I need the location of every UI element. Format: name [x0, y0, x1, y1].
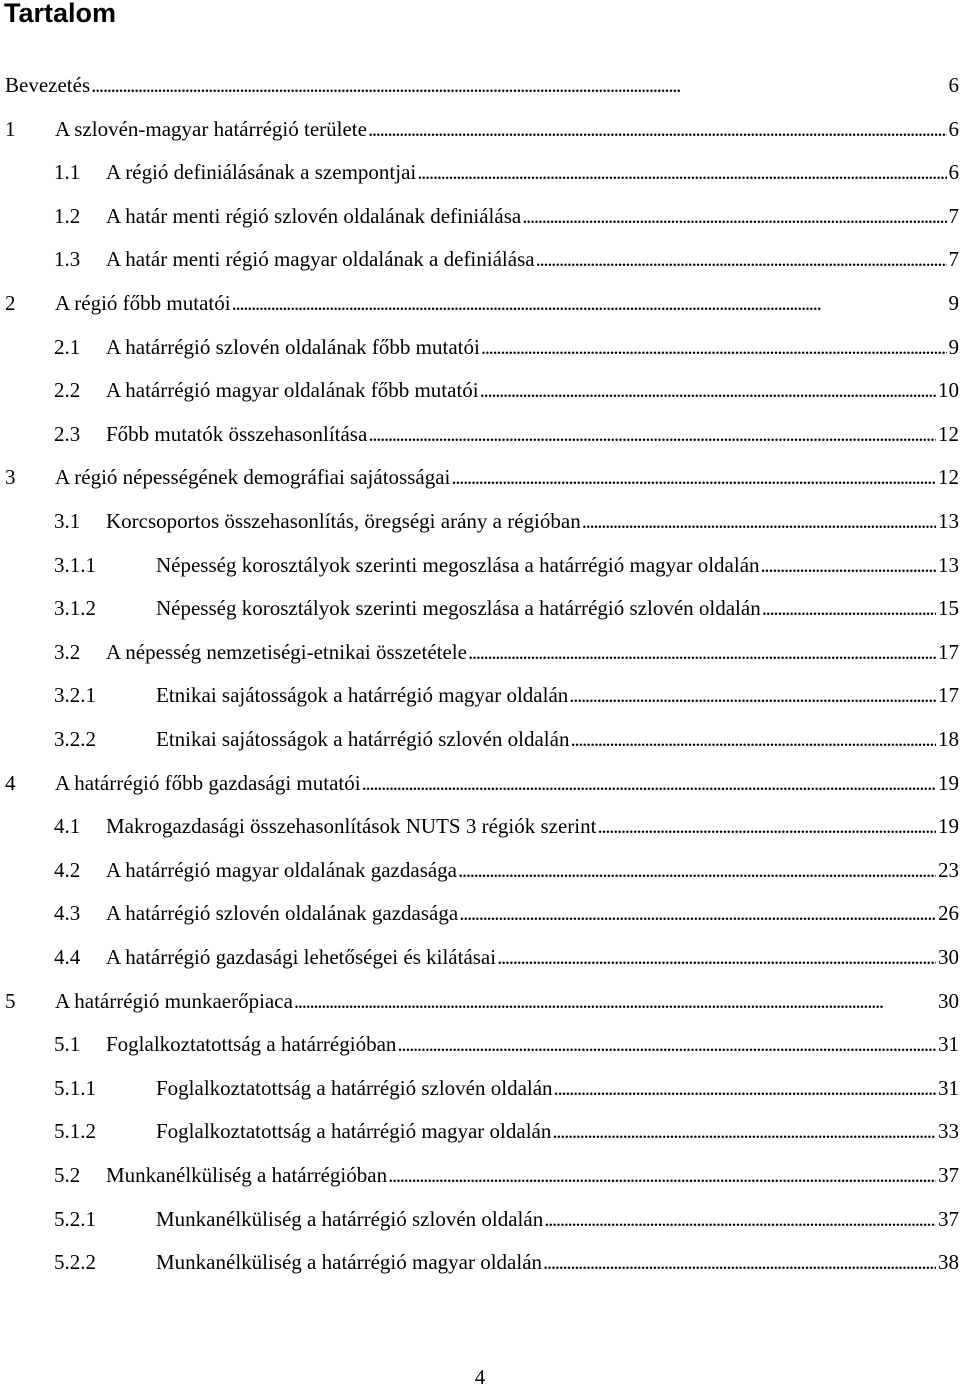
toc-entry-page: 17 [938, 683, 959, 707]
toc-entry-number: 4 [5, 771, 16, 795]
dot-leader [481, 332, 947, 362]
toc-entry-page: 30 [938, 945, 959, 969]
toc-entry[interactable] [0, 1073, 960, 1103]
toc-entry-page: 13 [938, 509, 959, 533]
toc-entry-label: Makrogazdasági összehasonlítások NUTS 3 régiók szerint [106, 814, 597, 838]
dot-leader [570, 724, 936, 754]
toc-entry[interactable] [0, 506, 960, 536]
toc-entry-page: 18 [938, 727, 959, 751]
toc-entry-label: A régió népességének demográfiai sajátosságai [55, 465, 451, 489]
toc-entry-label: Bevezetés [5, 73, 91, 97]
toc-entry-page: 37 [938, 1163, 959, 1187]
toc-entry-label: Népesség korosztályok szerinti megoszlása a határrégió magyar oldalán [156, 553, 760, 577]
toc-entry-page: 30 [938, 989, 959, 1013]
dot-leader [468, 637, 936, 667]
toc-entry-page: 26 [938, 901, 959, 925]
toc-entry-page: 31 [938, 1032, 959, 1056]
dot-leader [232, 288, 947, 318]
toc-entry-number: 5.1 [54, 1032, 81, 1056]
toc-entry-label: A határ menti régió szlovén oldalának definiálása [106, 204, 522, 228]
dot-leader [497, 942, 936, 972]
dot-leader [582, 506, 936, 536]
toc-entry-label: A határrégió magyar oldalának főbb mutatói [106, 378, 479, 402]
toc-entry[interactable] [0, 898, 960, 928]
toc-entry-label: Foglalkoztatottság a határrégióban [106, 1032, 397, 1056]
toc-entry-page: 6 [948, 73, 959, 97]
dot-leader [459, 898, 936, 928]
dot-leader [569, 680, 936, 710]
toc-entry-number: 5.2.2 [54, 1250, 96, 1274]
toc-entry-label: A szlovén-magyar határrégió területe [55, 117, 367, 141]
dot-leader [388, 1160, 936, 1190]
toc-entry[interactable] [0, 942, 960, 972]
toc-entry-page: 19 [938, 814, 959, 838]
dot-leader [294, 986, 936, 1016]
dot-leader [761, 550, 936, 580]
toc-entry[interactable] [0, 811, 960, 841]
toc-entry-label: Főbb mutatók összehasonlítása [106, 422, 368, 446]
toc-entry-number: 1.1 [54, 160, 81, 184]
dot-leader [544, 1204, 936, 1234]
toc-entry[interactable] [0, 157, 960, 187]
toc-entry-label: A határrégió magyar oldalának gazdasága [106, 858, 458, 882]
toc-entry-label: Munkanélküliség a határrégió magyar oldalán [156, 1250, 543, 1274]
toc-entry-number: 5 [5, 989, 16, 1013]
toc-entry-label: A határ menti régió magyar oldalának a definiálása [106, 247, 535, 271]
toc-entry-label: Korcsoportos összehasonlítás, öregségi arány a régióban [106, 509, 581, 533]
toc-entry-label: A határrégió munkaerőpiaca [55, 989, 293, 1013]
toc-entry-page: 33 [938, 1119, 959, 1143]
toc-entry-number: 1 [5, 117, 16, 141]
toc-entry-page: 9 [948, 291, 959, 315]
toc-entry-page: 15 [938, 596, 959, 620]
toc-entry-page: 17 [938, 640, 959, 664]
dot-leader [458, 855, 936, 885]
toc-entry-number: 4.2 [54, 858, 81, 882]
dot-leader [368, 419, 936, 449]
toc-entry-number: 2.3 [54, 422, 81, 446]
toc-entry-number: 2 [5, 291, 16, 315]
toc-entry-label: A határrégió szlovén oldalának gazdasága [106, 901, 459, 925]
dot-leader [480, 375, 936, 405]
toc-entry-number: 4.1 [54, 814, 81, 838]
toc-entry-label: A régió definiálásának a szempontjai [106, 160, 417, 184]
toc-entry[interactable] [0, 1116, 960, 1146]
page-number: 4 [474, 1365, 486, 1389]
toc-entry[interactable] [0, 593, 960, 623]
dot-leader [522, 201, 946, 231]
toc-entry-number: 5.1.2 [54, 1119, 96, 1143]
toc-entry-label: A határrégió főbb gazdasági mutatói [55, 771, 361, 795]
dot-leader [368, 114, 947, 144]
toc-entry-page: 38 [938, 1250, 959, 1274]
toc-entry-label: A határrégió gazdasági lehetőségei és kilátásai [106, 945, 497, 969]
toc-entry-number: 1.3 [54, 247, 81, 271]
toc-entry[interactable] [0, 1160, 960, 1190]
toc-entry-number: 4.3 [54, 901, 81, 925]
toc-entry-number: 1.2 [54, 204, 81, 228]
toc-entry-page: 7 [948, 204, 959, 228]
toc-entry-label: Népesség korosztályok szerinti megoszlása a határrégió szlovén oldalán [156, 596, 761, 620]
toc-entry-number: 5.2 [54, 1163, 81, 1187]
dot-leader [91, 70, 946, 100]
toc-entry-label: A népesség nemzetiségi-etnikai összetétele [106, 640, 467, 664]
toc-entry[interactable] [0, 114, 960, 144]
toc-entry-label: Foglalkoztatottság a határrégió szlovén oldalán [156, 1076, 553, 1100]
toc-entry[interactable] [0, 462, 960, 492]
toc-entry-label: Foglalkoztatottság a határrégió magyar oldalán [156, 1119, 552, 1143]
dot-leader [451, 462, 936, 492]
dot-leader [536, 244, 947, 274]
toc-entry-number: 2.2 [54, 378, 81, 402]
dot-leader [762, 593, 936, 623]
toc-entry-page: 10 [938, 378, 959, 402]
toc-entry-number: 2.1 [54, 335, 81, 359]
page-title: Tartalom [4, 0, 117, 28]
toc-entry-number: 3.1.2 [54, 596, 96, 620]
dot-leader [362, 768, 936, 798]
toc-entry-page: 6 [948, 160, 959, 184]
dot-leader [397, 1029, 936, 1059]
dot-leader [417, 157, 946, 187]
dot-leader [543, 1247, 936, 1277]
toc-entry[interactable] [0, 419, 960, 449]
toc-entry-label: Etnikai sajátosságok a határrégió szlovén oldalán [156, 727, 570, 751]
toc-entry[interactable] [0, 1204, 960, 1234]
toc-entry[interactable] [0, 332, 960, 362]
toc-entry[interactable] [0, 375, 960, 405]
toc-entry-number: 4.4 [54, 945, 81, 969]
toc-entry-page: 6 [948, 117, 959, 141]
toc-entry[interactable] [0, 70, 960, 100]
toc-entry[interactable] [0, 244, 960, 274]
toc-entry-number: 3.2 [54, 640, 81, 664]
dot-leader [554, 1073, 936, 1103]
toc-entry-number: 3 [5, 465, 16, 489]
toc-entry[interactable] [0, 986, 960, 1016]
toc-entry-page: 13 [938, 553, 959, 577]
toc-entry-number: 3.2.2 [54, 727, 96, 751]
toc-entry-page: 31 [938, 1076, 959, 1100]
toc-entry-page: 9 [948, 335, 959, 359]
toc-entry-page: 7 [948, 247, 959, 271]
toc-entry-number: 3.1.1 [54, 553, 96, 577]
toc-entry-page: 23 [938, 858, 959, 882]
toc-entry-number: 3.1 [54, 509, 81, 533]
toc-entry-page: 12 [938, 465, 959, 489]
toc-entry[interactable] [0, 201, 960, 231]
dot-leader [597, 811, 936, 841]
toc-entry[interactable] [0, 550, 960, 580]
toc-entry[interactable] [0, 855, 960, 885]
dot-leader [552, 1116, 936, 1146]
toc-entry-page: 12 [938, 422, 959, 446]
toc-entry[interactable] [0, 1029, 960, 1059]
toc-entry-label: Etnikai sajátosságok a határrégió magyar oldalán [156, 683, 569, 707]
toc-entry-page: 37 [938, 1207, 959, 1231]
toc-entry-number: 3.2.1 [54, 683, 96, 707]
toc-entry-label: Munkanélküliség a határrégióban [106, 1163, 388, 1187]
toc-entry-label: Munkanélküliség a határrégió szlovén oldalán [156, 1207, 544, 1231]
toc-entry[interactable] [0, 680, 960, 710]
toc-entry[interactable] [0, 1247, 960, 1277]
toc-entry[interactable] [0, 288, 960, 318]
toc-entry[interactable] [0, 768, 960, 798]
toc-entry-page: 19 [938, 771, 959, 795]
toc-entry-label: A határrégió szlovén oldalának főbb mutatói [106, 335, 480, 359]
toc-entry[interactable] [0, 637, 960, 667]
toc-entry-number: 5.2.1 [54, 1207, 96, 1231]
toc-entry-number: 5.1.1 [54, 1076, 96, 1100]
toc-entry[interactable] [0, 724, 960, 754]
toc-entry-label: A régió főbb mutatói [55, 291, 231, 315]
